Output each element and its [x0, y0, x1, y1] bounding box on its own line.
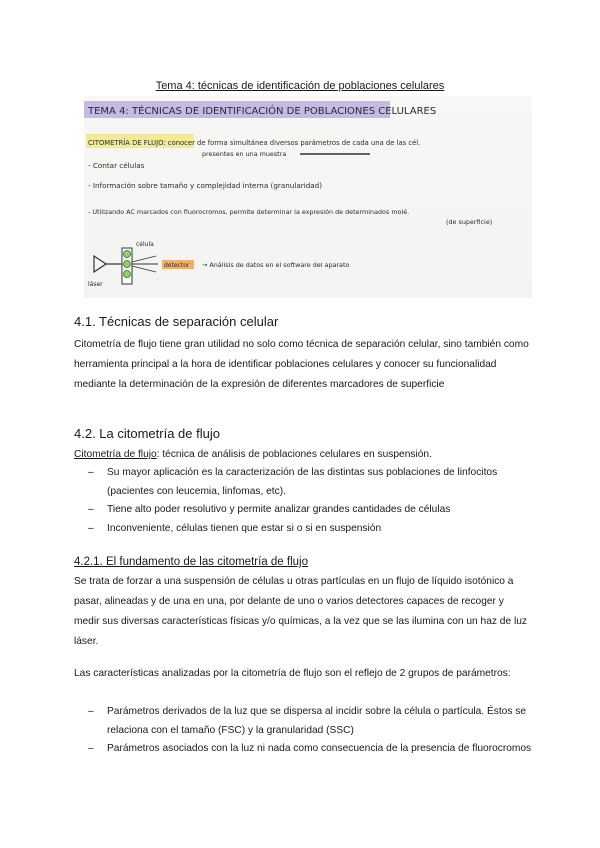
page-title: Tema 4: técnicas de identificación de poblaciones celulares: [155, 80, 445, 92]
list-item: – Inconveniente, células tienen que estar si o si en suspensión: [88, 520, 532, 539]
list-item: – Su mayor aplicación es la caracterización de las distintas sus poblaciones de linfocitos (pacientes con leucemia, linfomas, etc).: [88, 464, 532, 501]
label-laser: láser: [88, 281, 103, 288]
section-4-2-bullets: [88, 464, 532, 538]
section-4-2-1-text2: Las características analizadas por la citometría de flujo son el reflejo de 2 grupos de parámetros:: [74, 668, 511, 679]
list-item: – Parámetros derivados de la luz que se dispersa al incidir sobre la célula o partícula. Éstos se relaciona con el tamaño (FSC) y la granularidad (SSC): [88, 703, 532, 740]
definition: [74, 445, 532, 465]
notes-line1: CITOMETRÍA DE FLUJO: conocer de forma simultánea diversos parámetros de cada una de las cél.: [88, 139, 421, 147]
handwritten-notes-image: [84, 96, 532, 298]
section-4-2-1-heading: 4.2.1. El fundamento de las citometría de flujo: [74, 556, 308, 568]
notes-drawing: [84, 96, 532, 298]
notes-bullet2: - Información sobre tamaño y complejidad interna (granularidad): [88, 181, 323, 190]
notes-heading: TEMA 4: TÉCNICAS DE IDENTIFICACIÓN DE POBLACIONES CELULARES: [88, 106, 437, 117]
list-item: – Tiene alto poder resolutivo y permite analizar grandes cantidades de células: [88, 501, 532, 520]
label-detector: detector: [164, 262, 190, 269]
cell-dot: [124, 271, 131, 278]
scatter-line: [132, 256, 156, 262]
label-analysis: → Análisis de datos en el software del aparato: [202, 261, 350, 269]
cell-dot: [124, 261, 131, 268]
cell-dot: [124, 251, 131, 258]
section-4-2-1-text1: Se trata de forzar a una suspensión de células u otras partículas en un flujo de líquido isotónico a pasar, alineadas y de una en una, por delante de uno o varios detectores capaces de recoger y medir sus diversas características físicas y/o químicas, a la vez que se las ilumina con un haz de luz láser.: [74, 576, 527, 647]
notes-line1b: presentes en una muestra: [202, 150, 287, 158]
laser-shape: [94, 256, 106, 272]
flow-cytometer-diagram: [88, 241, 349, 288]
section-4-2-1-bullets: [88, 703, 532, 759]
scatter-line: [132, 266, 156, 272]
notes-bullet3: - Utilizando AC marcados con fluorocromos, permite determinar la expresión de determinados molé.: [88, 208, 410, 216]
section-4-1-text: Citometría de flujo tiene gran utilidad no solo como técnica de separación celular, sino también como herramienta principal a la hora de identificar poblaciones celulares y conocer su funcionalidad mediante la determinación de la expresión de diferentes marcadores de superficie: [74, 339, 529, 390]
notes-bullet3b: (de superficie): [446, 218, 493, 226]
list-item: – Parámetros asociados con la luz ni nada como consecuencia de la presencia de fluorocromos: [88, 740, 532, 759]
definition-text: : técnica de análisis de poblaciones celulares en suspensión.: [156, 449, 432, 460]
notes-bullet1: - Contar células: [88, 161, 145, 170]
section-4-1-heading: 4.1. Técnicas de separación celular: [74, 314, 279, 329]
section-4-2-heading: 4.2. La citometría de flujo: [74, 426, 220, 441]
label-cell: célula: [136, 241, 154, 248]
definition-term: Citometría de flujo: [74, 449, 157, 460]
